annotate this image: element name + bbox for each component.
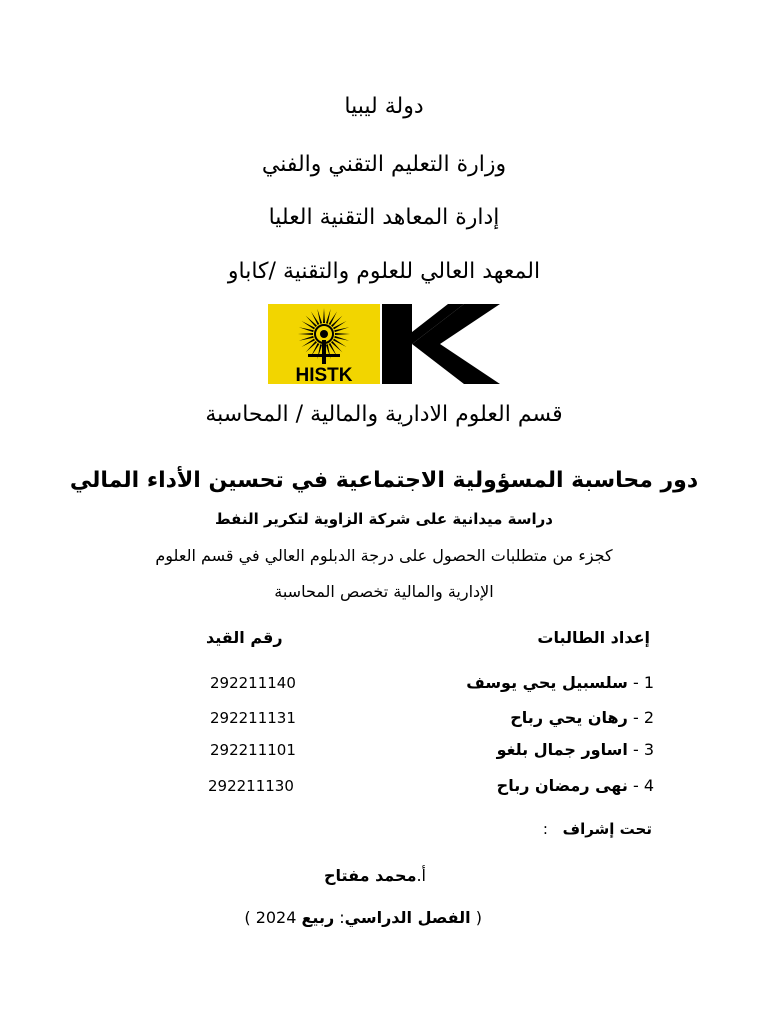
student-name: سلسبيل يحي يوسف [466,673,628,692]
semester-year: 2024 [255,908,297,927]
supervisor [324,866,426,885]
thesis-purpose-line1: كجزء من متطلبات الحصول على درجة الدبلوم العالي في قسم العلوم [155,546,613,565]
student-row [497,776,654,795]
student-id: 292211130 [208,777,294,795]
student-number: 4 - [632,776,654,795]
logo-letter-k [412,304,500,384]
state-name: دولة ليبيا [344,94,424,119]
semester-colon: : [339,908,345,927]
thesis-title: دور محاسبة المسؤولية الاجتماعية في تحسين الأداء المالي [69,468,699,493]
supervisor-name: محمد مفتاح [324,866,417,885]
student-number: 2 - [632,708,654,727]
student-id: 292211101 [210,741,296,759]
logo-text: HISTK [295,365,353,384]
thesis-purpose-line2: الإدارية والمالية تخصص المحاسبة [274,582,494,601]
supervision-colon: : [542,820,548,838]
supervision-label-row [543,820,652,838]
semester-line [244,908,482,927]
student-number: 3 - [632,740,654,759]
semester-open-paren: ( [475,908,482,927]
department-name: قسم العلوم الادارية والمالية / المحاسبة [205,402,563,427]
student-id: 292211131 [210,709,296,727]
supervision-label: تحت إشراف [562,820,652,838]
student-number: 1 - [632,673,654,692]
student-id: 292211140 [210,674,296,692]
semester-label: الفصل الدراسي [344,908,471,927]
student-row [466,673,654,692]
thesis-subtitle: دراسة ميدانية على شركة الزاوية لتكرير النفط [215,510,553,528]
histk-logo [268,304,500,384]
semester-close-paren: ) [244,908,251,927]
supervisor-prefix: أ. [416,866,426,885]
student-row [497,740,654,759]
student-name: نهى رمضان رباح [496,776,628,795]
student-id-header: رقم القيد [206,628,283,647]
administration-name: إدارة المعاهد التقنية العليا [268,205,500,230]
ministry-name: وزارة التعليم التقني والفني [261,152,507,177]
institute-name: المعهد العالي للعلوم والتقنية /كاباو [227,259,541,284]
student-name: رهان يحي رباح [510,708,628,727]
students-header: إعداد الطالبات [537,628,650,647]
student-row [510,708,654,727]
student-name: اساور جمال بلغو [496,740,628,759]
semester-season: ربيع [301,908,335,927]
